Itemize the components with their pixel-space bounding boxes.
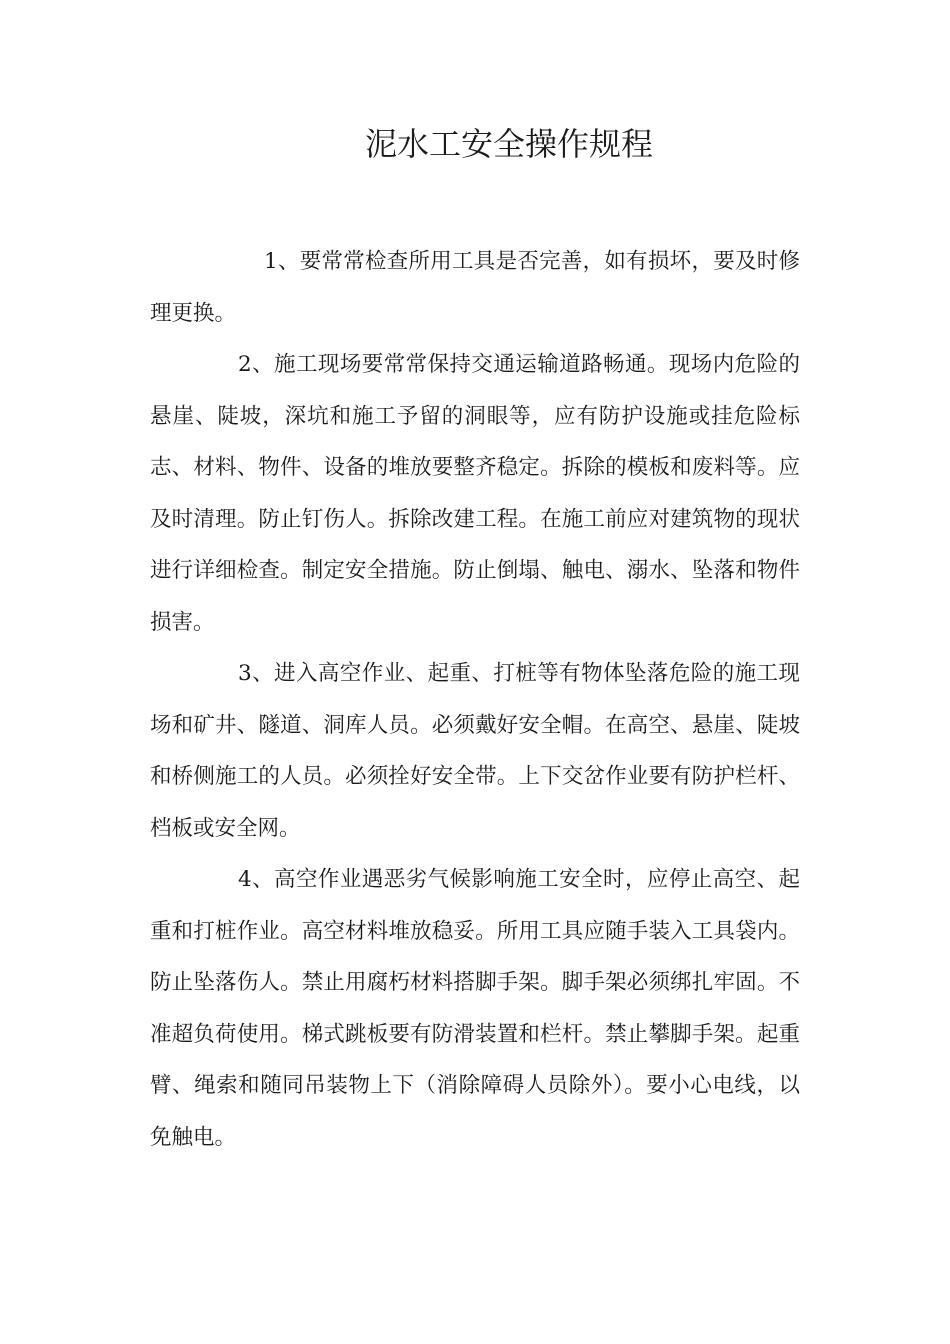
- page-title: 泥水工安全操作规程: [364, 125, 653, 163]
- document-body: [150, 236, 800, 1163]
- paragraph-4: 4、高空作业遇恶劣气候影响施工安全时，应停止高空、起重和打桩作业。高空材料堆放稳妥。所用工具应随手装入工具袋内。防止坠落伤人。禁止用腐朽材料搭脚手架。脚手架必须绑扎牢固。不准超负荷使用。梯式跳板要有防滑装置和栏杆。禁止攀脚手架。起重臂、绳索和随同吊装物上下（消除障碍人员除外）。要小心电线，以免触电。: [150, 867, 800, 1150]
- paragraph-2: 2、施工现场要常常保持交通运输道路畅通。现场内危险的悬崖、陡坡，深坑和施工予留的洞眼等，应有防护设施或挂危险标志、材料、物件、设备的堆放要整齐稳定。拆除的模板和废料等。应及时清理。防止钉伤人。拆除改建工程。在施工前应对建筑物的现状进行详细检查。制定安全措施。防止倒塌、触电、溺水、坠落和物件损害。: [150, 352, 800, 635]
- paragraph-3: 3、进入高空作业、起重、打桩等有物体坠落危险的施工现场和矿井、隧道、洞库人员。必须戴好安全帽。在高空、悬崖、陡坡和桥侧施工的人员。必须拴好安全带。上下交岔作业要有防护栏杆、档板或安全网。: [150, 661, 800, 841]
- paragraph-1: 1、要常常检查所用工具是否完善，如有损坏，要及时修理更换。: [150, 249, 800, 326]
